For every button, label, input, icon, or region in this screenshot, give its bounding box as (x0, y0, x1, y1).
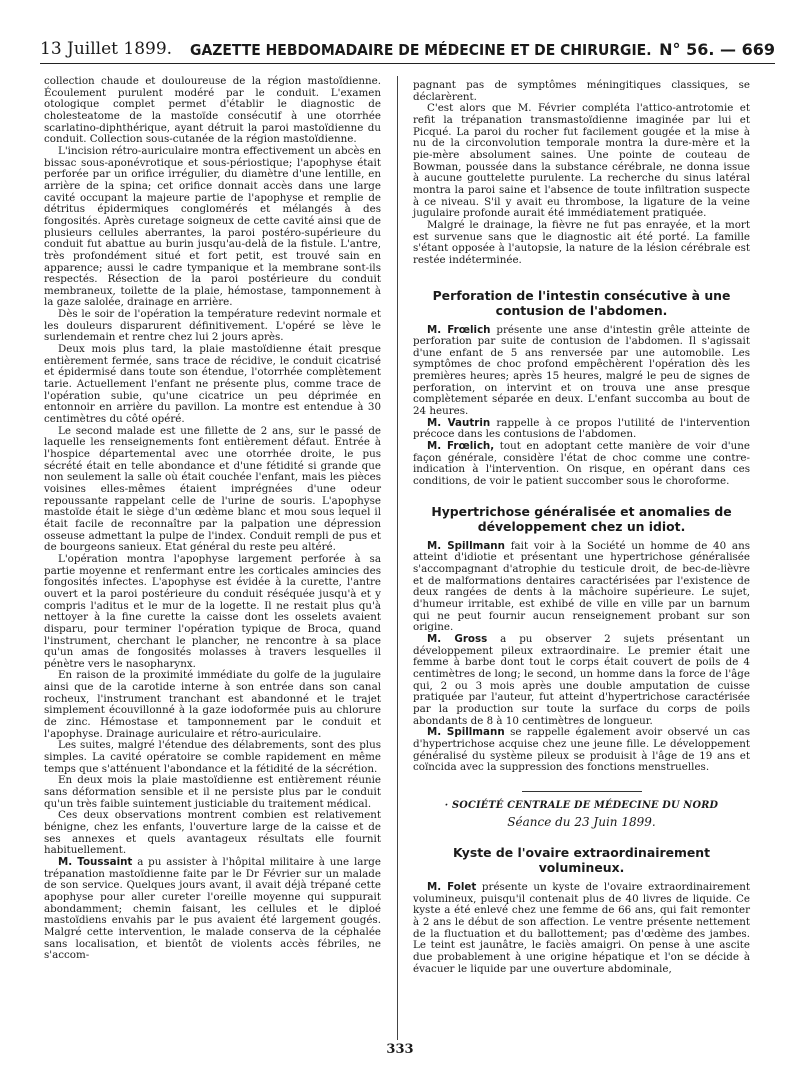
paragraph: collection chaude et douloureuse de la région mastoïdienne. Écoulement purulent modéré par le conduit. L'examen otologique complet permet d'établir le diagnostic de cholesteatome de la mastoïde consécutif à une otorrhée scarlatino-diphthérique, ayant détruit la paroi mastoïdienne du conduit. Collection sous-cutanée de la région mastoïdienne. (44, 75, 381, 146)
speaker-name: M. Spillmann (427, 539, 505, 552)
paragraph (413, 418, 750, 441)
paragraph: L'opération montra l'apophyse largement perforée à sa partie moyenne et renfermant entre les corticales amincies des fongosités infectes. L'apophyse est évidée à la curette, l'antre ouvert et la paroi postérieure du conduit réséquée jusqu'à et y compris l'aditus et le mur de la logette. Il ne restait plus qu'à nettoyer à la fine curette la caisse dont les osselets avaient disparu, pour terminer l'opération typique de Broca, quand l'instrument, cherchant le plancher, ne rencontre à sa place qu'un amas de fongosités molasses à travers lesquelles il pénètre vers le nasopharynx. (44, 552, 381, 670)
paragraph-text: rappelle à ce propos l'utilité de l'intervention précoce dans les contusions de l'abdomen. (413, 416, 750, 441)
issue-number: N° 56. — 669 (659, 40, 775, 59)
paragraph (413, 634, 750, 727)
paragraph (44, 857, 381, 962)
paragraph (413, 441, 750, 488)
paragraph-text: a pu observer 2 sujets présentant un développement pileux extraordinaire. Le premier était une femme à barbe dont tout le corps était couvert de poils de 4 centimètres de long; le second, un homme dans la force de l'âge qui, 2 ou 3 mois après une double amputation de cuisse pratiquée par l'auteur, fut atteint d'hypertrichose caractérisée par la production sur toute la surface du corps de poils abondants de 8 à 10 centimètres de longueur. (413, 632, 750, 727)
speaker-name: M. Vautrin (427, 416, 491, 429)
paragraph: L'incision rétro-auriculaire montra effectivement un abcès en bissac sous-aponévrotique et sous-périostique; l'apophyse était perforée par un orifice irrégulier, du diamètre d'une lentille, en arrière de la spina; cet orifice donnait accès dans une large cavité occupant la majeure partie de l'apophyse et remplie de détritus épidermiques conglomérés et mélangés à des fongosités. Après curetage soigneux de cette cavité ainsi que de plusieurs cellules aberrantes, la paroi postéro-supérieure du conduit fut abattue au burin jusqu'au-delà de la fistule. L'antre, très profondément situé et fort petit, est trouvé sain en apparence; aussi le cadre tympanique et la membrane sont-ils respectés. Résection de la paroi postérieure du conduit membraneux, toilette de la plaie, hémostase, tamponnement à la gaze salolée, drainage en arrière. (44, 144, 381, 309)
speaker-name: M. Gross (427, 632, 488, 645)
section-title: Perforation de l'intestin consécutive à une contusion de l'abdomen. (432, 287, 731, 318)
paragraph-text: se rappelle également avoir observé un cas d'hypertrichose acquise chez une jeune fille. Le développement généralisé du système pileux se produisit à l'âge de 19 ans et coïncida avec la suppression des fonctions menstruelles. (413, 726, 750, 774)
right-column (413, 80, 750, 975)
section-title: Kyste de l'ovaire extraordinairement volumineux. (452, 845, 711, 876)
speaker-name: M. Spillmann (427, 726, 505, 739)
paragraph: En deux mois la plaie mastoïdienne est entièrement réunie sans déformation sensible et il ne persiste plus par le conduit qu'un très faible suintement justiciable du traitement médical. (44, 774, 381, 810)
paragraph: Deux mois plus tard, la plaie mastoïdienne était presque entièrement fermée, sans trace de récidive, le conduit cicatrisé et épidermisé dans toute son étendue, l'otorrhée complètement tarie. Actuellement l'enfant ne présente plus, comme trace de l'opération subie, qu'une cicatrice un peu déprimée en entonnoir en arrière du pavillon. La montre est entendue à 30 centimètres du côté opéré. (44, 343, 381, 426)
paragraph (413, 541, 750, 634)
society-heading: · SOCIÉTÉ CENTRALE DE MÉDECINE DU NORD (444, 799, 719, 811)
speaker-name: M. Frœlich, (427, 440, 495, 453)
paragraph: C'est alors que M. Février compléta l'attico-antrotomie et refit la trépanation transmastoïdienne imaginée par lui et Picqué. La paroi du rocher fut facilement gougée et la mise à nu de la circonvolution temporale montra la dure-mère et la pie-mère absolument saines. Une pointe de couteau de Bowman, poussée dans la substance cérébrale, ne donna issue à aucune gouttelette purulente. La recherche du sinus latéral montra la paroi saine et l'absence de toute infiltration suspecte à ce niveau. S'il y avait eu thrombose, la ligature de la veine jugulaire profonde aurait été immédiatement pratiquée. (413, 102, 750, 220)
paragraph (413, 882, 750, 975)
issue-date: 13 Juillet 1899. (40, 39, 173, 59)
journal-title: GAZETTE HEBDOMADAIRE DE MÉDECINE ET DE CHIRURGIE. (190, 41, 652, 59)
paragraph (413, 727, 750, 774)
column-divider (397, 76, 398, 1040)
paragraph-text: tout en adoptant cette manière de voir d'une façon générale, considère l'état de choc comme une contre-indication à l'intervention. On risque, en opérant dans ces conditions, de voir le patient succomber sous le choroforme. (413, 440, 750, 488)
section-separator-rule (522, 791, 642, 792)
paragraph: Ces deux observations montrent combien est relativement bénigne, chez les enfants, l'ouverture large de la caisse et de ses annexes et quels avantageux résultats elle fournit habituellement. (44, 809, 381, 857)
paragraph: pagnant pas de symptômes méningitiques classiques, se déclarèrent. (413, 79, 750, 103)
section-title: Hypertrichose généralisée et anomalies de développement chez un idiot. (431, 503, 732, 534)
session-date: Séance du 23 Juin 1899. (507, 815, 656, 830)
speaker-name: M. Frœlich (427, 323, 491, 336)
speaker-name: M. Toussaint (58, 855, 133, 868)
page-number: 333 (386, 1042, 414, 1057)
paragraph-text: présente une anse d'intestin grêle atteinte de perforation par suite de contusion de l'abdomen. Il s'agissait d'une enfant de 5 ans renversée par une automobile. Les symptômes de choc profond empêchèrent l'opération dès les premières heures; après 15 heures, malgré le peu de signes de perforation, on intervint et on trouva une anse presque complètement séparée en deux. L'enfant succomba au bout de 24 heures. (413, 323, 750, 418)
paragraph: Malgré le drainage, la fièvre ne fut pas enrayée, et la mort est survenue sans que le diagnostic ait été porté. La famille s'étant opposée à l'autopsie, la nature de la lésion cérébrale est restée indéterminée. (413, 218, 750, 266)
paragraph-text: a pu assister à l'hôpital militaire à une large trépanation mastoïdienne faite par le Dr Février sur un malade de son service. Quelques jours avant, il avait déjà trépané cette apophyse pour aller cureter l'oreille moyenne qui suppurait abondamment; chemin faisant, les cellules et le diploé mastoïdiens envahis par le pus avaient été largement gougés. Malgré cette intervention, le malade conserva de la céphalée sans localisation, et bientôt de violents accès fébriles, ne s'accom- (44, 855, 381, 962)
paragraph-text: fait voir à la Société un homme de 40 ans atteint d'idiotie et présentant une hypertrichose généralisée s'accompagnant d'atrophie du testicule droit, de bec-de-lièvre et de malformations dentaires caractérisées par l'existence de deux rangées de dents à la mâchoire supérieure. Le sujet, d'humeur irritable, est exhibé de ville en ville par un barnum qui ne peut fournir aucun renseignement probant sur son origine. (413, 539, 750, 634)
paragraph-text: présente un kyste de l'ovaire extraordinairement volumineux, puisqu'il contenait plus de 40 livres de liquide. Ce kyste a été enlevé chez une femme de 66 ans, qui fait remonter à 2 ans le début de son affection. Le ventre présente nettement de la fluctuation et du ballottement; pas d'œdème des jambes. Le teint est jaunâtre, le faciès amaigri. On pense à une ascite due probablement à une origine hépatique et l'on se décide à évacuer le liquide par une ouverture abdominale, (413, 881, 750, 975)
paragraph: Les suites, malgré l'étendue des délabrements, sont des plus simples. La cavité opératoire se comble rapidement en même temps que s'atténuent l'abondance et la fétidité de la sécrétion. (44, 739, 381, 775)
left-column (44, 76, 381, 962)
speaker-name: M. Folet (427, 881, 477, 894)
paragraph: Dès le soir de l'opération la température redevint normale et les douleurs disparurent définitivement. L'opéré se lève le surlendemain et rentre chez lui 2 jours après. (44, 308, 381, 344)
paragraph: En raison de la proximité immédiate du golfe de la jugulaire ainsi que de la carotide interne à son entrée dans son canal rocheux, l'instrument tranchant est abandonné et le trajet simplement écouvillonné à la gaze iodoformée puis au chlorure de zinc. Hémostase et tamponnement par le conduit et l'apophyse. Drainage auriculaire et rétro-auriculaire. (44, 669, 381, 740)
running-header (40, 39, 775, 64)
paragraph: Le second malade est une fillette de 2 ans, sur le passé de laquelle les renseignements font entièrement défaut. Entrée à l'hospice départemental avec une otorrhée droite, le pus sécrété était en telle abondance et d'une fétidité si grande que non seulement la salle où était couchée l'enfant, mais les pièces voisines elles-mêmes étaient imprégnées d'une odeur repoussante rappelant celle de l'urine de souris. L'apophyse mastoïde était le siège d'un œdème blanc et mou sous lequel il était facile de reconnaître par la palpation une dépression osseuse admettant la pulpe de l'index. Conduit rempli de pus et de bourgeons sanieux. Etat général du reste peu altéré. (44, 424, 381, 554)
paragraph (413, 325, 750, 418)
